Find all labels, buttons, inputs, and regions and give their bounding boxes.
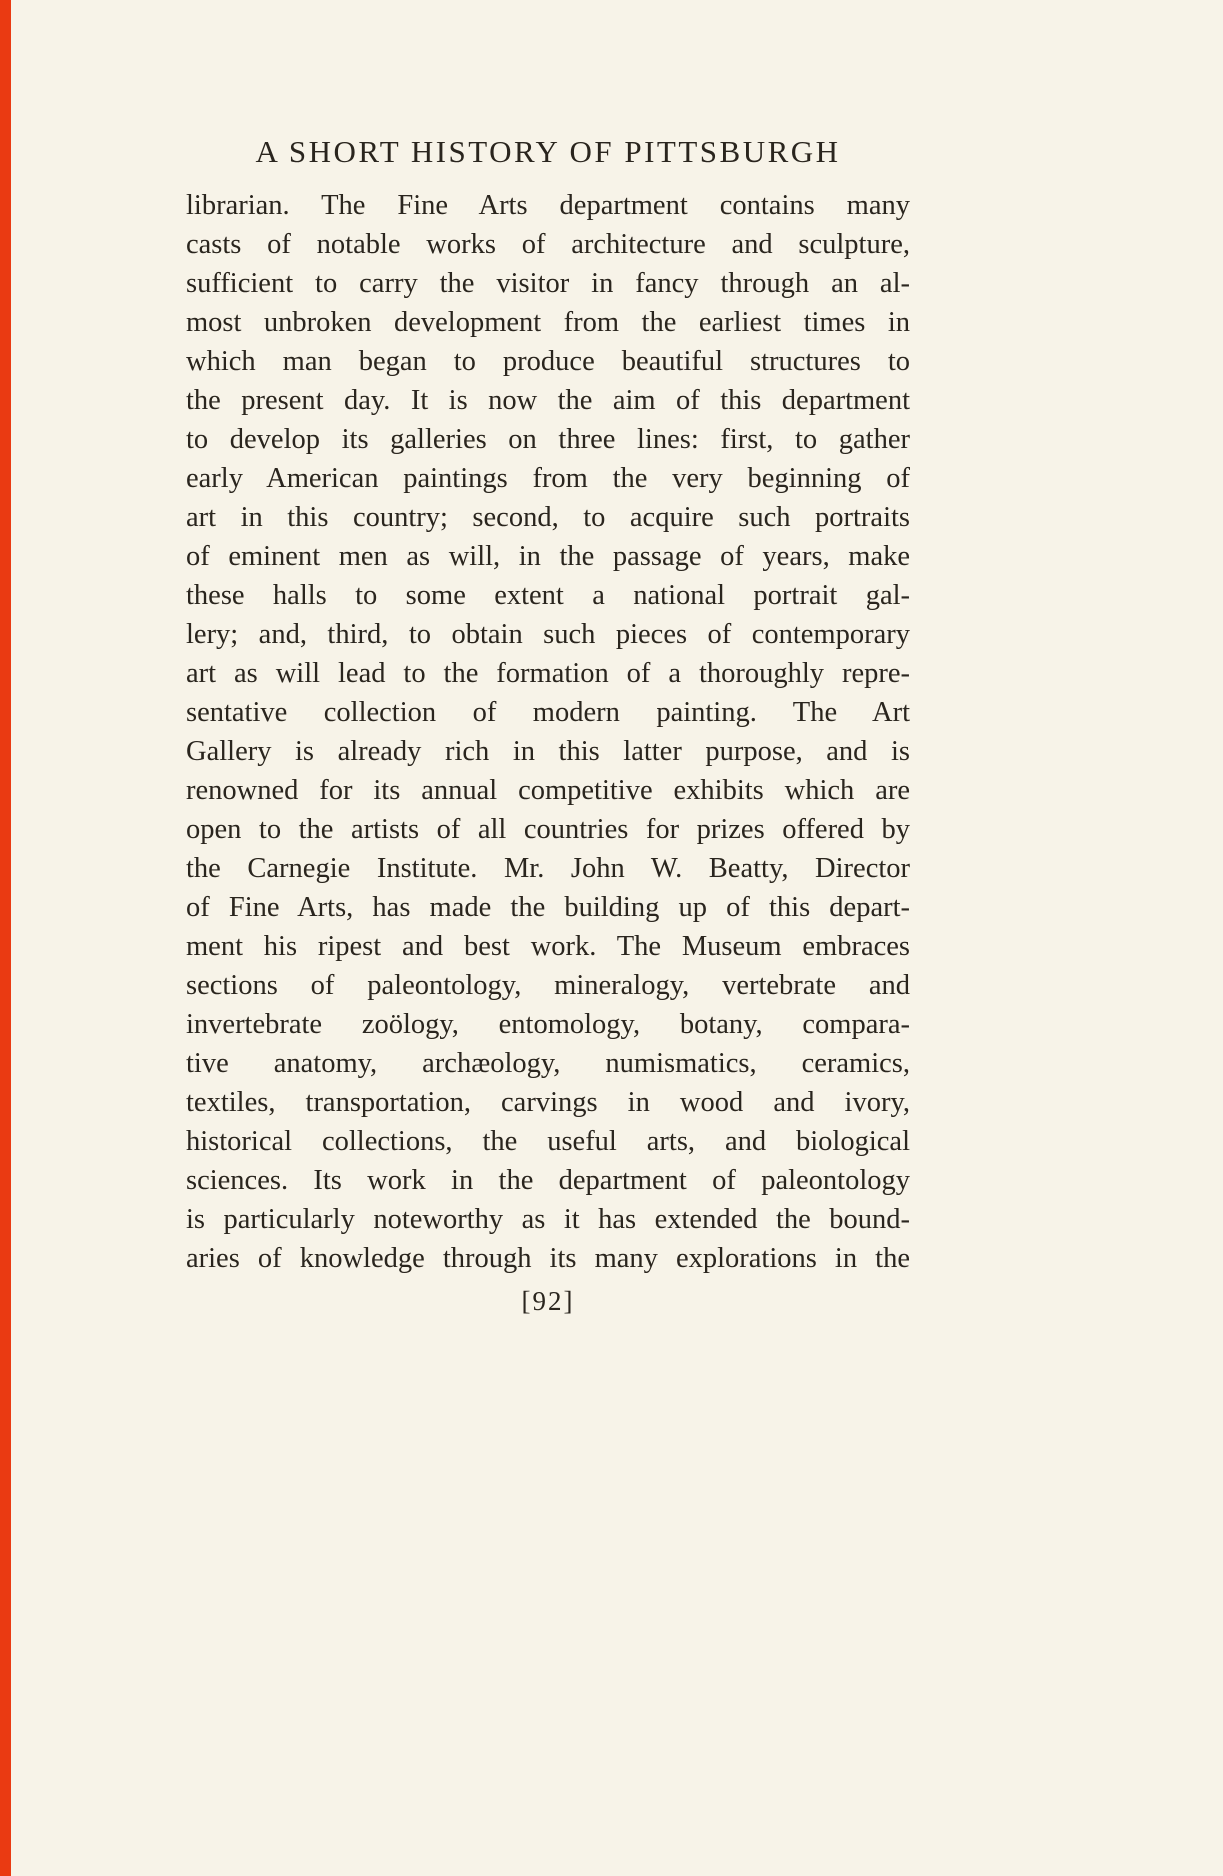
text-line: the Carnegie Institute. Mr. John W. Beatty, Director xyxy=(186,853,910,884)
text-line: sections of paleontology, mineralogy, vertebrate and xyxy=(186,970,910,1001)
text-line: invertebrate zoölogy, entomology, botany, compara- xyxy=(186,1009,910,1040)
text-line: sentative collection of modern painting. The Art xyxy=(186,697,910,728)
text-line: of Fine Arts, has made the building up of this depart- xyxy=(186,892,910,923)
text-line: casts of notable works of architecture and sculpture, xyxy=(186,229,910,260)
text-line: textiles, transportation, carvings in wood and ivory, xyxy=(186,1087,910,1118)
page-edge-red-strip xyxy=(0,0,11,1876)
text-line: renowned for its annual competitive exhibits which are xyxy=(186,775,910,806)
text-line: the present day. It is now the aim of this department xyxy=(186,385,910,416)
text-line: to develop its galleries on three lines: first, to gather xyxy=(186,424,910,455)
text-line: sufficient to carry the visitor in fancy through an al- xyxy=(186,268,910,299)
text-line: which man began to produce beautiful structures to xyxy=(186,346,910,377)
text-line: historical collections, the useful arts, and biological xyxy=(186,1126,910,1157)
page-title: A SHORT HISTORY OF PITTSBURGH xyxy=(255,134,841,169)
text-line: sciences. Its work in the department of paleontology xyxy=(186,1165,910,1196)
text-line: most unbroken development from the earliest times in xyxy=(186,307,910,338)
text-line: of eminent men as will, in the passage of years, make xyxy=(186,541,910,572)
text-line: is particularly noteworthy as it has extended the bound- xyxy=(186,1204,910,1235)
text-line: these halls to some extent a national portrait gal- xyxy=(186,580,910,611)
text-line: aries of knowledge through its many explorations in the xyxy=(186,1243,910,1274)
page-number: [92] xyxy=(521,1286,575,1316)
text-line: art in this country; second, to acquire such portraits xyxy=(186,502,910,533)
text-line: early American paintings from the very beginning of xyxy=(186,463,910,494)
text-line: lery; and, third, to obtain such pieces of contemporary xyxy=(186,619,910,650)
text-line: art as will lead to the formation of a thoroughly repre- xyxy=(186,658,910,689)
text-line: ment his ripest and best work. The Museum embraces xyxy=(186,931,910,962)
text-line: tive anatomy, archæology, numismatics, ceramics, xyxy=(186,1048,910,1079)
text-line: Gallery is already rich in this latter purpose, and is xyxy=(186,736,910,767)
text-line: open to the artists of all countries for prizes offered by xyxy=(186,814,910,845)
book-page xyxy=(186,134,910,1317)
text-line: librarian. The Fine Arts department contains many xyxy=(186,190,910,221)
body-text xyxy=(186,186,910,1278)
